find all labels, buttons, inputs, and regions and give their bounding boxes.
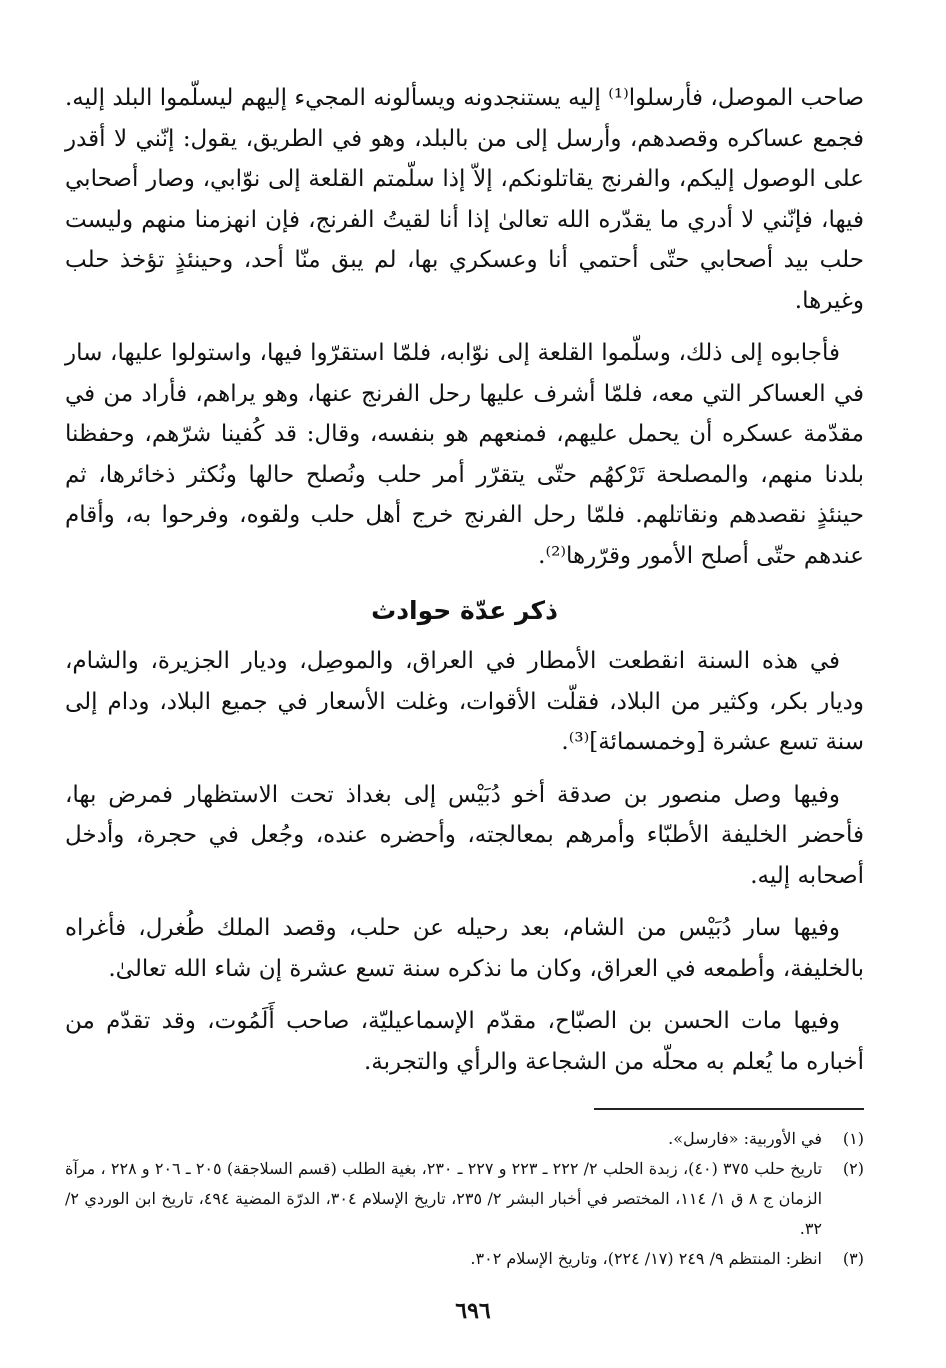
footnote-1 <box>65 1124 864 1154</box>
footnote-text: في الأوربية: «فارسل». <box>668 1129 822 1148</box>
paragraph-5: وفيها سار دُبَيْس من الشام، بعد رحيله عن حلب، وقصد الملك طُغرل، فأغراه بالخليفة، وأطمعه في العراق، وكان ما نذكره سنة تسع عشرة إن شاء الله تعالىٰ. <box>65 915 864 982</box>
paragraph-3: في هذه السنة انقطعت الأمطار في العراق، والموصِل، وديار الجزيرة، والشام، وديار بكر، وكثير من البلاد، فقلّت الأقوات، وغلت الأسعار في جميع البلاد، ودام إلى سنة تسع عشرة [وخمسمائة]⁽³⁾. <box>65 648 864 755</box>
footnote-number: (٣) <box>842 1249 864 1268</box>
footnote-number: (١) <box>842 1129 864 1148</box>
body-text <box>65 78 864 1082</box>
footnote-number: (٢) <box>842 1159 864 1178</box>
section-heading: ذكر عدّة حوادث <box>371 596 558 625</box>
footnote-text: تاريخ حلب ٣٧٥ (٤٠)، زبدة الحلب ٢/ ٢٢٢ ـ ٢٢٣ و ٢٢٧ ـ ٢٣٠، بغية الطلب (قسم السلاجقة) ٢٠٥ ـ ٢٠٦ و ٢٢٨ ، مرآة الزمان ج ٨ ق ١/ ١١٤، المختصر في أخبار البشر ٢/ ٢٣٥، تاريخ الإسلام ٣٠٤، الدرّة المضية ٤٩٤، تاريخ ابن الوردي ٢/ ٣٢. <box>65 1159 823 1238</box>
footnotes <box>65 1124 864 1274</box>
page-number: ٦٩٦ <box>455 1298 491 1324</box>
paragraph-4: وفيها وصل منصور بن صدقة أخو دُبَيْس إلى بغداذ تحت الاستظهار فمرض بها، فأحضر الخليفة الأطبّاء وأمرهم بمعالجته، وأحضره عنده، وجُعل في حجرة، وأدخل أصحابه إليه. <box>65 781 864 889</box>
paragraph-1: صاحب الموصل، فأرسلوا⁽¹⁾ إليه يستنجدونه ويسألونه المجيء إليهم ليسلّموا البلد إليه. فجمع عساكره وقصدهم، وأرسل إلى من بالبلد، وهو في الطريق، يقول: إنّني لا أقدر على الوصول إليكم، والفرنج يقاتلونكم، إلاّ إذا سلّمتم القلعة إلى نوّابي، وصار أصحابي فيها، فإنّني لا أدري ما يقدّره الله تعالىٰ إذا أنا لقيتُ الفرنج، فإن انهزمنا منهم وليست حلب بيد أصحابي حتّى أحتمي أنا وعسكري بها، لم يبق منّا أحد، وحينئذٍ تؤخذ حلب وغيرها. <box>65 85 865 314</box>
footnote-text: انظر: المنتظم ٩/ ٢٤٩ (١٧/ ٢٢٤)، وتاريخ الإسلام ٣٠٢. <box>470 1249 822 1268</box>
footnote-2 <box>65 1154 864 1244</box>
paragraph-6: وفيها مات الحسن بن الصبّاح، مقدّم الإسماعيليّة، صاحب أَلَمُوت، وقد تقدّم من أخباره ما يُعلم به محلّه من الشجاعة والرأي والتجربة. <box>65 1008 864 1075</box>
paragraph-2: فأجابوه إلى ذلك، وسلّموا القلعة إلى نوّابه، فلمّا استقرّوا فيها، واستولوا عليها، سار في العساكر التي معه، فلمّا أشرف عليها رحل الفرنج عنها، وهو يراهم، فأراد من في مقدّمة عسكره أن يحمل عليهم، فمنعهم هو بنفسه، وقال: قد كُفينا شرّهم، وحفظنا بلدنا منهم، والمصلحة تَرْكهُم حتّى يتقرّر أمر حلب ونُصلح حالها ونُكثر ذخائرها، ثم حينئذٍ نقصدهم ونقاتلهم. فلمّا رحل الفرنج خرج أهل حلب ولقوه، وفرحوا به، وأقام عندهم حتّى أصلح الأمور وقرّرها⁽²⁾. <box>65 340 864 569</box>
footnote-3 <box>65 1244 864 1274</box>
footnote-divider <box>594 1108 864 1110</box>
